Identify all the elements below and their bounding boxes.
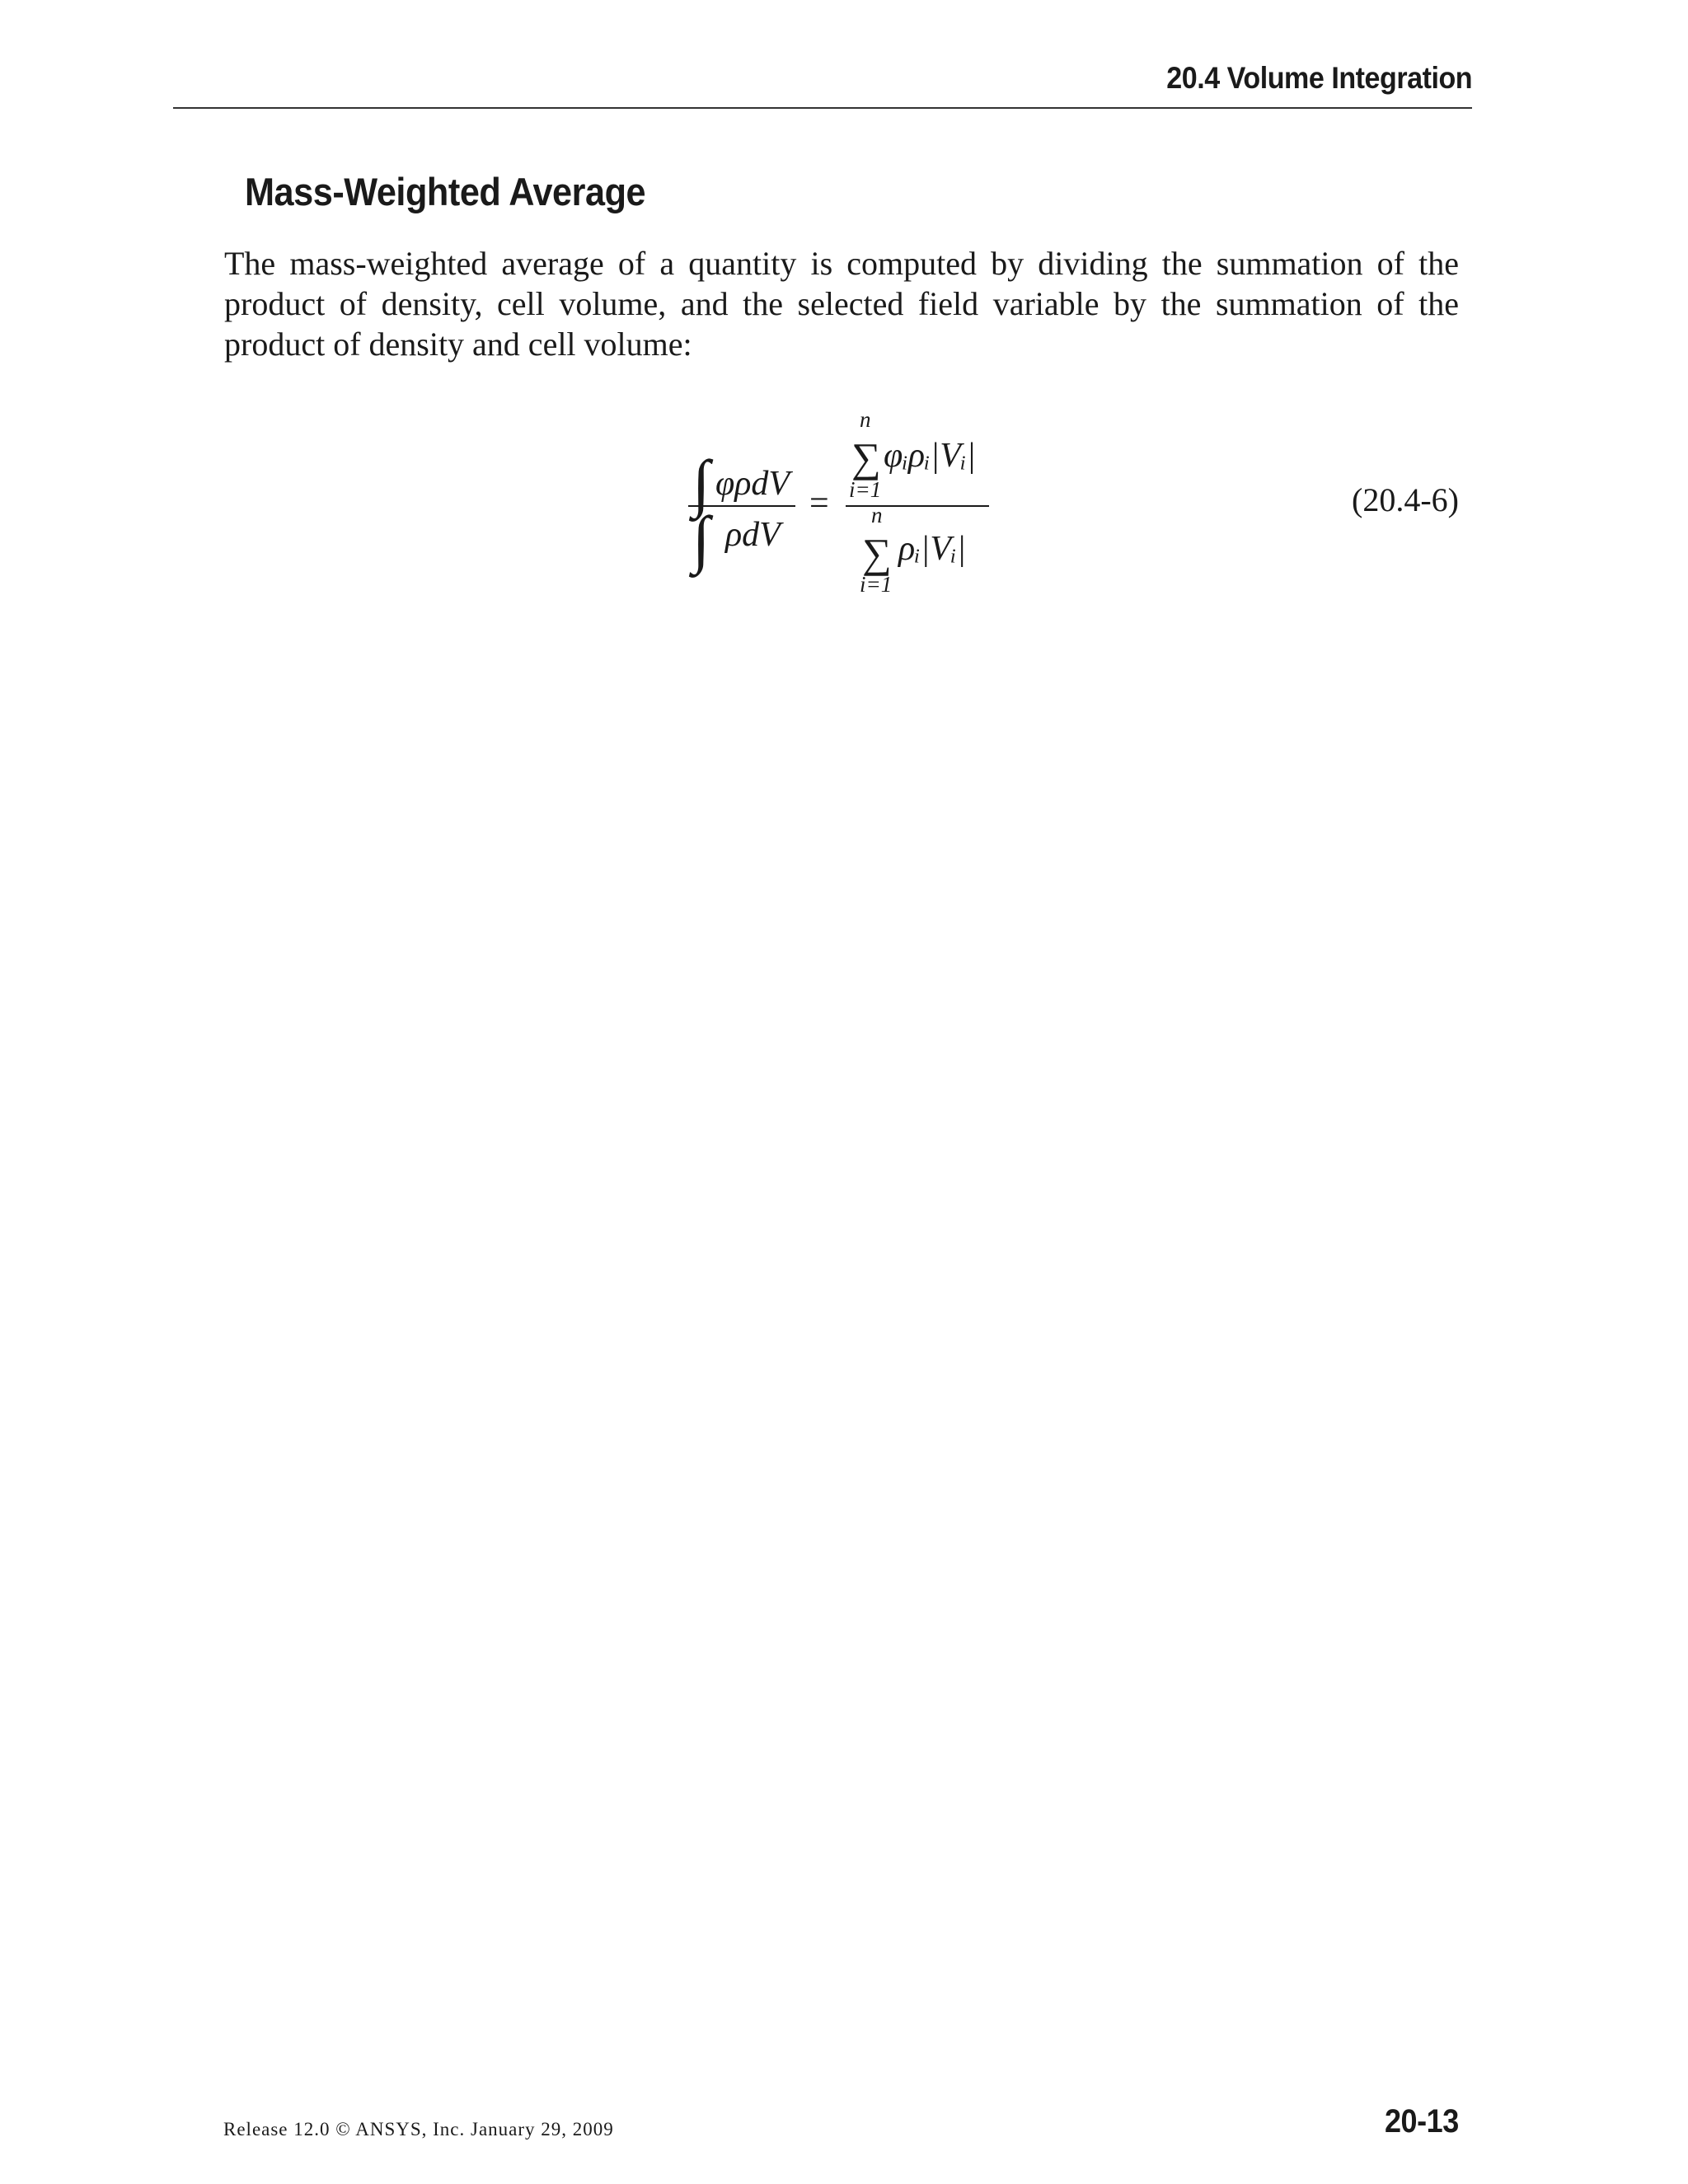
rhs-denominator-term: ρᵢ|Vᵢ| — [898, 530, 967, 568]
rhs-numerator-term: φᵢρᵢ|Vᵢ| — [884, 437, 977, 475]
footer-release-note: Release 12.0 © ANSYS, Inc. January 29, 2009 — [223, 2119, 614, 2139]
rhs-numerator-sigma: ∑ — [851, 434, 881, 480]
rhs-numerator-lower-limit: i=1 — [849, 477, 882, 502]
rhs-numerator-upper-limit: n — [860, 407, 871, 432]
header-rule — [173, 107, 1472, 109]
lhs-denominator-integral-sign: ∫ — [692, 503, 710, 574]
lhs-denominator-expression: ρdV — [725, 516, 781, 554]
lhs-numerator-expression: φρdV — [715, 465, 790, 503]
page-number: 20-13 — [1385, 2103, 1459, 2139]
equation-number: (20.4-6) — [1352, 481, 1459, 518]
rhs-denominator-lower-limit: i=1 — [860, 572, 893, 597]
rhs-denominator-upper-limit: n — [871, 503, 883, 527]
running-header-title: 20.4 Volume Integration — [1166, 61, 1472, 95]
section-heading: Mass-Weighted Average — [245, 170, 646, 213]
body-paragraph: The mass-weighted average of a quantity is computed by dividing the summation of the product of density, cell volume, and the selected field variable by the summation of the product of density and cell volume: — [224, 245, 1459, 363]
lhs-numerator-integral-sign: ∫ — [692, 447, 710, 518]
rhs-denominator-sigma: ∑ — [862, 530, 892, 576]
equals-sign: = — [809, 485, 829, 523]
